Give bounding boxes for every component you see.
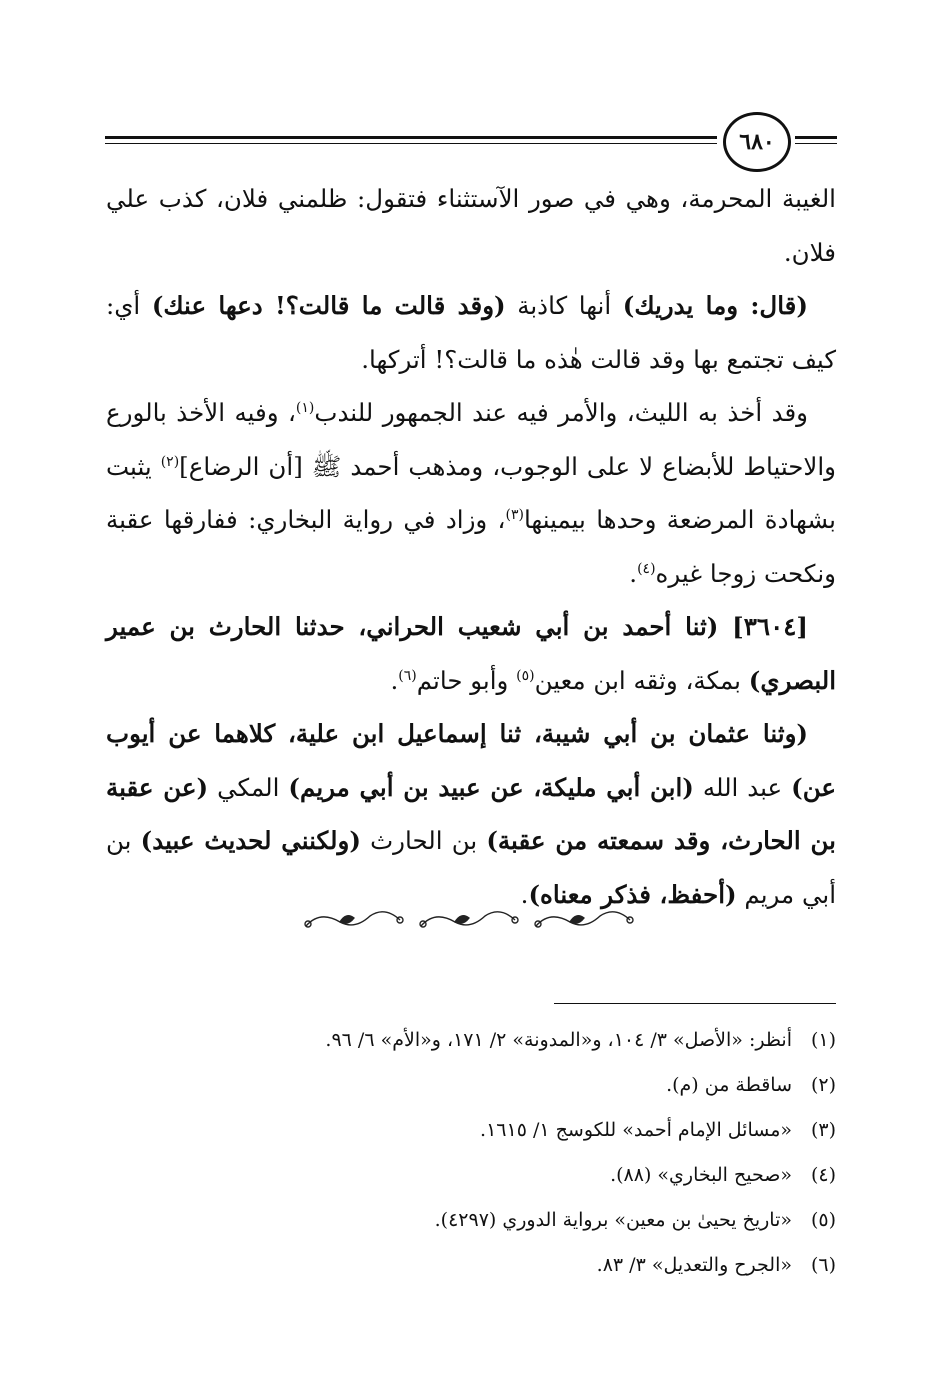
text: وقد أخذ به الليث، والأمر فيه عند الجمهور للندب [314, 398, 808, 427]
text: الغيبة المحرمة، وهي في صور الآستثناء فتقول: ظلمني فلان، كذب علي فلان. [106, 184, 836, 267]
header-rule [795, 136, 837, 139]
paragraph [106, 386, 836, 600]
section-ornament [300, 900, 640, 940]
bold-text: (ابن أبي مليكة، عن عبيد بن أبي مريم) [288, 772, 694, 802]
footnote-number: (٥) [810, 1209, 836, 1231]
footnote [106, 1063, 836, 1108]
paragraph [106, 707, 836, 921]
page-number: ٦٨٠ [723, 112, 791, 172]
text: المكي [208, 772, 289, 802]
text: . [629, 558, 638, 588]
footnotes [106, 1018, 836, 1288]
footnote [106, 1198, 836, 1243]
text: . [390, 665, 399, 695]
footnote-ref: (٥) [516, 667, 535, 684]
page-header [105, 112, 837, 172]
footnote-text: «تاريخ يحيىٰ بن معين» برواية الدوري (٤٢٩٧). [434, 1209, 792, 1231]
text: يثبت بشهادة المرضعة وحدها بيمينها [106, 451, 836, 534]
bold-text: (قال: وما يدريك) [622, 291, 808, 320]
header-rule [105, 136, 717, 139]
main-text [106, 172, 836, 921]
footnote-text: أنظر: «الأصل» ٣/ ١٠٤، و«المدونة» ٢/ ١٧١، و«الأم» ٦/ ٩٦. [325, 1029, 792, 1051]
bold-text: (عن عقبة بن الحارث، وقد سمعته من عقبة) [106, 772, 836, 855]
footnote-text: «صحيح البخاري» (٨٨). [610, 1164, 792, 1186]
footnote [106, 1018, 836, 1063]
footnote [106, 1153, 836, 1198]
footnote-text: ساقطة من (م). [666, 1074, 792, 1096]
bold-text: (ولكنني لحديث عبيد) [140, 826, 361, 855]
footnote-text: «مسائل الإمام أحمد» للكوسج ١/ ١٦١٥. [480, 1119, 792, 1141]
header-rule [105, 143, 717, 144]
text: بمكة، وثقه ابن معين [534, 665, 749, 695]
text: أنها كاذبة [505, 291, 623, 320]
footnote-text: «الجرح والتعديل» ٣/ ٨٣. [596, 1254, 792, 1276]
footnote-number: (٦) [810, 1254, 836, 1276]
text: بن الحارث [360, 826, 487, 855]
bold-text: [٣٦٠٤] (ثنا أحمد بن أبي شعيب الحراني، حدثنا الحارث بن عمير البصري) [106, 612, 836, 695]
text: ، وزاد في رواية البخاري: ففارقها عقبة ونكحت زوجا غيره [106, 505, 836, 588]
footnote-separator [554, 1003, 836, 1004]
footnote-ref: (٤) [637, 560, 656, 577]
footnote-ref: (٦) [398, 667, 417, 684]
text: ، وفيه الأخذ بالورع والاحتياط للأبضاع لا على الوجوب، ومذهب أحمد ﷺ [أن الرضاع] [106, 398, 836, 481]
text: أي: كيف تجتمع بها وقد قالت هٰذه ما قالت؟! أتركها. [106, 291, 836, 374]
paragraph [106, 172, 836, 279]
text: عبد الله [693, 772, 792, 802]
footnote-ref: (٣) [505, 506, 524, 523]
footnote [106, 1108, 836, 1153]
footnote-number: (٢) [810, 1074, 836, 1096]
footnote-ref: (١) [295, 399, 315, 416]
footnote-number: (١) [810, 1029, 836, 1051]
header-rule [795, 143, 837, 144]
text: بن أبي مريم [106, 826, 836, 909]
paragraph [106, 600, 836, 707]
footnote-number: (٤) [810, 1164, 836, 1186]
footnote-number: (٣) [810, 1119, 836, 1141]
paragraph [106, 279, 836, 386]
text: . [520, 879, 529, 909]
footnote [106, 1243, 836, 1288]
bold-text: (وقد قالت ما قالت؟! دعها عنك) [151, 291, 506, 320]
bold-text: (وثنا عثمان بن أبي شيبة، ثنا إسماعيل ابن علية، كلاهما عن أيوب عن) [106, 719, 836, 802]
text: وأبو حاتم [416, 665, 517, 695]
footnote-ref: (٢) [160, 453, 180, 470]
bold-text: (أحفظ، فذكر معناه) [528, 879, 737, 909]
